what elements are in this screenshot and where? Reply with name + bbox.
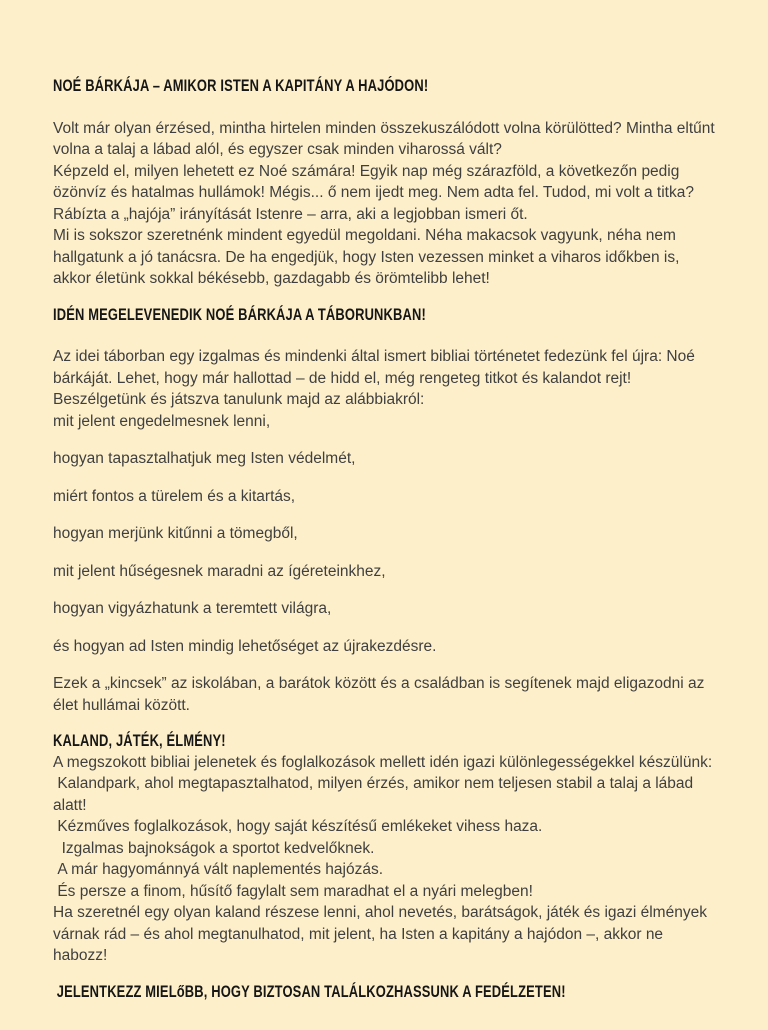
- list-item: és hogyan ad Isten mindig lehetőséget az újrakezdésre.: [53, 637, 437, 655]
- paragraph: Mi is sokszor szeretnénk mindent egyedül megoldani. Néha makacsok vagyunk, néha nem hallgatunk a jó tanácsra. De ha engedjük, hogy Isten vezessen minket a viharos időkben is, akkor életünk sokkal békésebb, gazdagabb és örömtelibb lehet!: [53, 227, 684, 287]
- list-item: miért fontos a türelem és a kitartás,: [53, 487, 296, 505]
- paragraph: Kalandpark, ahol megtapasztalhatod, milyen érzés, amikor nem teljesen stabil a talaj a lábad alatt!: [53, 775, 698, 814]
- paragraph: Képzeld el, milyen lehetett ez Noé számára! Egyik nap még szárazföld, a következőn pedig özönvíz és hatalmas hullámok! Mégis... ő nem ijedt meg. Nem adta fel. Tudod, mi volt a titka?: [53, 162, 694, 201]
- paragraph: Az idei táborban egy izgalmas és mindenki által ismert bibliai történetet fedezünk fel újra: Noé bárkáját. Lehet, hogy már hallottad – de hidd el, még rengeteg titkot és kalandot rejt!: [53, 348, 700, 387]
- section-heading-jelentkezz: JELENTKEZZ MIELőBB, HOGY BIZTOSAN TALÁLKOZHASSUNK A FEDÉLZETEN!: [53, 981, 566, 1001]
- section-heading-kaland-jatek-elmeny: KALAND, JÁTÉK, ÉLMÉNY!: [53, 731, 226, 750]
- paragraph: És persze a finom, hűsítő fagylalt sem maradhat el a nyári melegben!: [53, 882, 533, 900]
- section-heading-noe-barkaja: NOÉ BÁRKÁJA – AMIKOR ISTEN A KAPITÁNY A HAJÓDON!: [53, 76, 429, 95]
- paragraph: Volt már olyan érzésed, mintha hirtelen minden összekuszálódott volna körülötted? Mintha eltűnt volna a talaj a lábad alól, és egyszer csak minden viharossá vált?: [53, 119, 720, 158]
- list-item: mit jelent hűségesnek maradni az ígéreteinkhez,: [53, 562, 386, 580]
- list-item: hogyan vigyázhatunk a teremtett világra,: [53, 600, 332, 617]
- paragraph: Ezek a „kincsek” az iskolában, a barátok között és a családban is segítenek majd eligazodni az élet hullámai között.: [53, 675, 709, 714]
- list-item: mit jelent engedelmesnek lenni,: [53, 412, 271, 430]
- paragraph: Rábízta a „hajója” irányítását Istenre – arra, aki a legjobban ismeri őt.: [53, 205, 528, 223]
- section-heading-taborunkban: IDÉN MEGELEVENEDIK NOÉ BÁRKÁJA A TÁBORUNKBAN!: [53, 304, 426, 324]
- paragraph: A megszokott bibliai jelenetek és foglalkozások mellett idén igazi különlegességekkel készülünk:: [53, 753, 713, 771]
- paragraph: A már hagyománnyá vált naplementés hajózás.: [53, 861, 384, 878]
- paragraph: Beszélgetünk és játszva tanulunk majd az alábbiakról:: [53, 391, 425, 408]
- list-item: hogyan tapasztalhatjuk meg Isten védelmét,: [53, 450, 356, 467]
- list-item: hogyan merjünk kitűnni a tömegből,: [53, 525, 298, 542]
- paragraph: Izgalmas bajnokságok a sportot kedvelőknek.: [53, 839, 375, 857]
- paragraph: Kézműves foglalkozások, hogy saját készítésű emlékeket vihess haza.: [53, 818, 543, 835]
- paragraph: Ha szeretnél egy olyan kaland részese lenni, ahol nevetés, barátságok, játék és igazi élmények várnak rád – és ahol megtanulhatod, mit jelent, ha Isten a kapitány a hajódon –, akkor ne habozz!: [53, 904, 712, 964]
